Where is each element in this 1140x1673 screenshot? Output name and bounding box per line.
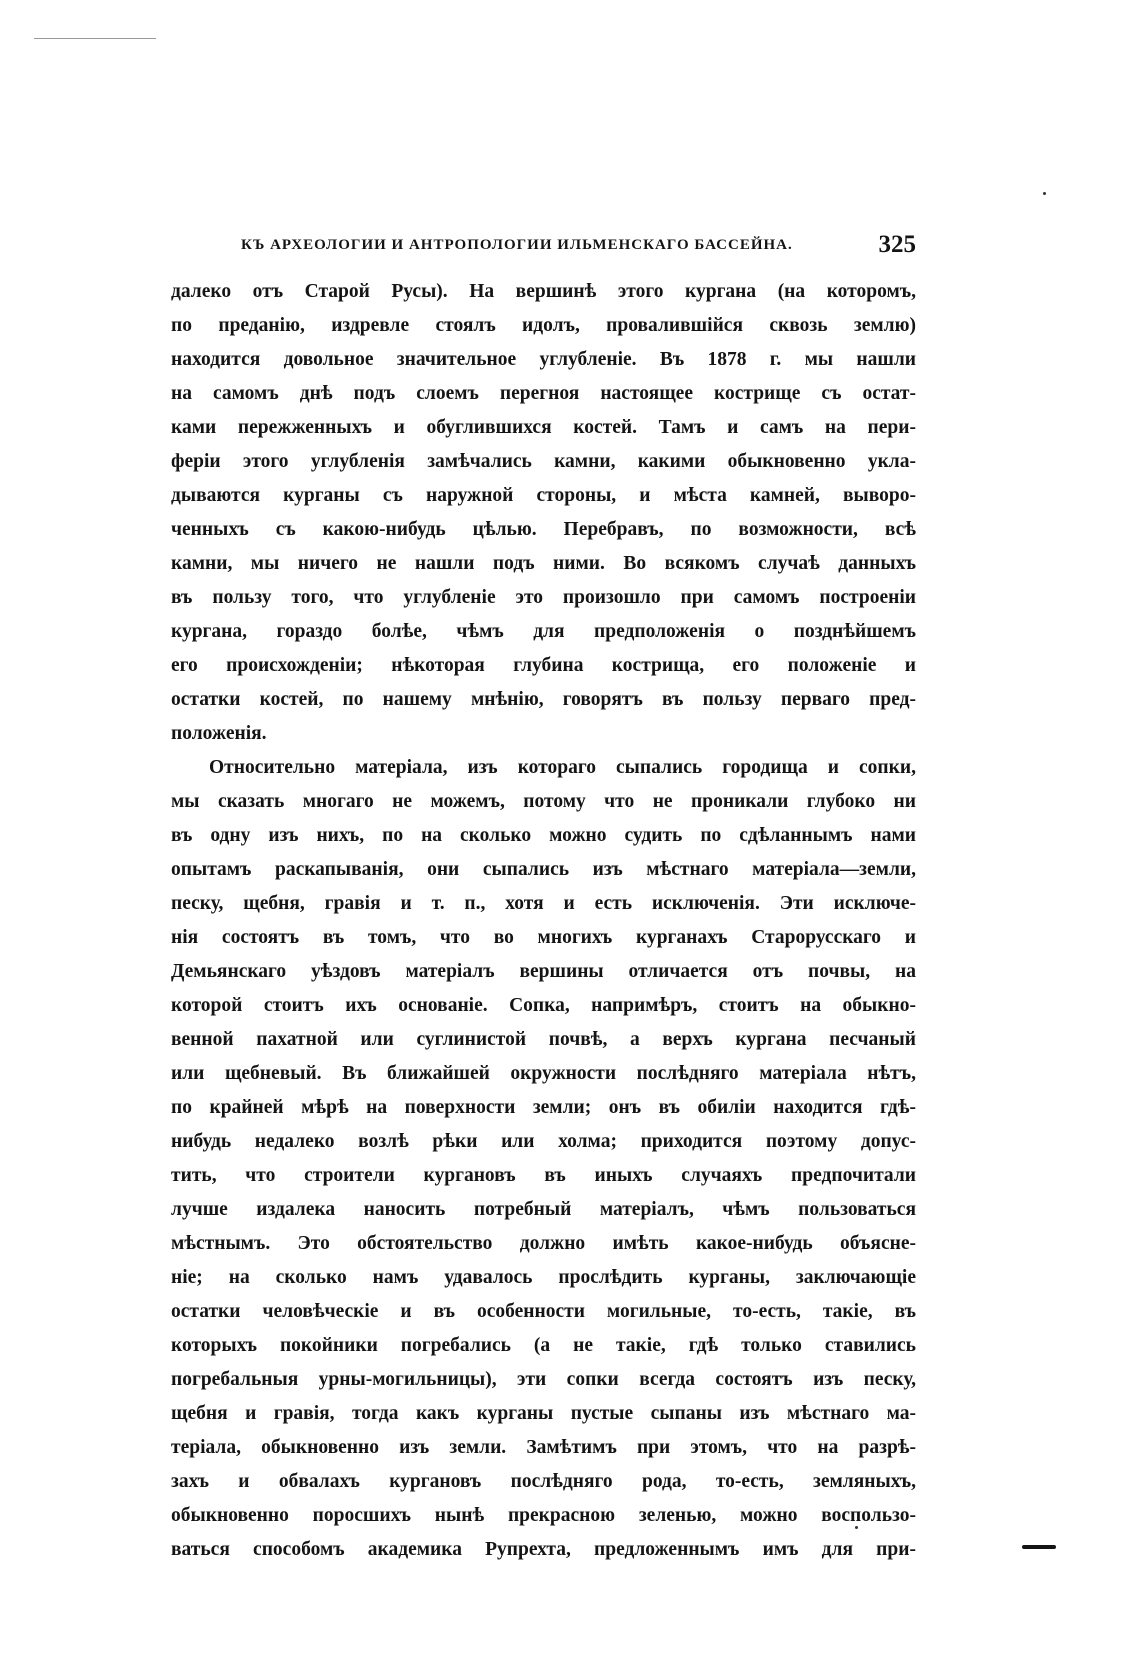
running-title: КЪ АРХЕОЛОГИИ И АНТРОПОЛОГИИ ИЛЬМЕНСКАГО БАССЕЙНА.	[241, 237, 793, 253]
body-text	[171, 275, 916, 1567]
text-line: щебня и гравія, тогда какъ курганы пустые сыпаны изъ мѣстнаго ма-	[171, 1403, 916, 1424]
text-line: мѣстнымъ. Это обстоятельство должно имѣть какое-нибудь объясне-	[171, 1233, 916, 1254]
text-line: мы сказать многаго не можемъ, потому что не проникали глубоко ни	[171, 791, 916, 812]
text-line: находится довольное значительное углубленіе. Въ 1878 г. мы нашли	[171, 349, 916, 370]
text-line: опытамъ раскапыванія, они сыпались изъ мѣстнаго матеріала—земли,	[171, 859, 916, 880]
text-line: на самомъ днѣ подъ слоемъ перегноя настоящее кострище съ остат-	[171, 383, 916, 404]
book-page	[171, 231, 916, 1567]
text-line: по преданію, издревле стоялъ идолъ, провалившійся сквозь землю)	[171, 315, 916, 336]
text-line: нія состоятъ въ томъ, что во многихъ курганахъ Старорусскаго и	[171, 927, 916, 948]
text-line: венной пахатной или суглинистой почвѣ, а верхъ кургана песчаный	[171, 1029, 916, 1050]
page-number: 325	[878, 231, 916, 258]
text-line: Демьянскаго уѣздовъ матеріалъ вершины отличается отъ почвы, на	[171, 961, 916, 982]
text-line: феріи этого углубленія замѣчались камни, какими обыкновенно укла-	[171, 451, 916, 472]
text-line: ніе; на сколько намъ удавалось прослѣдить курганы, заключающіе	[171, 1267, 916, 1288]
text-line: погребальныя урны-могильницы), эти сопки всегда состоятъ изъ песку,	[171, 1369, 916, 1390]
text-line: остатки костей, по нашему мнѣнію, говорятъ въ пользу перваго пред-	[171, 689, 916, 710]
text-line: дываются курганы съ наружной стороны, и мѣста камней, выворо-	[171, 485, 916, 506]
text-line: его происхожденіи; нѣкоторая глубина кострища, его положеніе и	[171, 655, 916, 676]
text-line: нибудь недалеко возлѣ рѣки или холма; приходится поэтому допус-	[171, 1131, 916, 1152]
text-line: Относительно матеріала, изъ котораго сыпались городища и сопки,	[209, 757, 916, 778]
scan-edge-line	[34, 38, 156, 39]
text-line: захъ и обвалахъ кургановъ послѣдняго рода, то-есть, земляныхъ,	[171, 1471, 916, 1492]
text-line: лучше издалека наносить потребный матеріалъ, чѣмъ пользоваться	[171, 1199, 916, 1220]
text-line: теріала, обыкновенно изъ земли. Замѣтимъ при этомъ, что на разрѣ-	[171, 1437, 916, 1458]
paragraph-2	[171, 751, 916, 1567]
text-line: положенія.	[171, 723, 267, 744]
text-line: камни, мы ничего не нашли подъ ними. Во всякомъ случаѣ данныхъ	[171, 553, 916, 574]
text-line: кургана, гораздо болѣе, чѣмъ для предположенія о позднѣйшемъ	[171, 621, 916, 642]
text-line: ваться способомъ академика Рупрехта, предложеннымъ имъ для при-	[171, 1539, 916, 1560]
running-head	[171, 231, 916, 271]
text-line: которой стоитъ ихъ основаніе. Сопка, напримѣръ, стоитъ на обыкно-	[171, 995, 916, 1016]
text-line: въ одну изъ нихъ, по на сколько можно судить по сдѣланнымъ нами	[171, 825, 916, 846]
scan-speck	[1043, 192, 1046, 195]
paragraph-1	[171, 275, 916, 751]
margin-mark	[1022, 1545, 1056, 1549]
text-line: обыкновенно поросшихъ нынѣ прекрасною зеленью, можно воспользо-	[171, 1505, 916, 1526]
text-line: тить, что строители кургановъ въ иныхъ случаяхъ предпочитали	[171, 1165, 916, 1186]
text-line: остатки человѣческіе и въ особенности могильные, то-есть, такіе, въ	[171, 1301, 916, 1322]
text-line: далеко отъ Старой Русы). На вершинѣ этого кургана (на которомъ,	[171, 281, 916, 302]
text-line: ченныхъ съ какою-нибудь цѣлью. Перебравъ, по возможности, всѣ	[171, 519, 916, 540]
text-line: которыхъ покойники погребались (а не такіе, гдѣ только ставились	[171, 1335, 916, 1356]
text-line: по крайней мѣрѣ на поверхности земли; онъ въ обиліи находится гдѣ-	[171, 1097, 916, 1118]
text-line: песку, щебня, гравія и т. п., хотя и есть исключенія. Эти исключе-	[171, 893, 916, 914]
text-line: ками пережженныхъ и обуглившихся костей. Тамъ и самъ на пери-	[171, 417, 916, 438]
text-line: въ пользу того, что углубленіе это произошло при самомъ построеніи	[171, 587, 916, 608]
text-line: или щебневый. Въ ближайшей окружности послѣдняго матеріала нѣтъ,	[171, 1063, 916, 1084]
